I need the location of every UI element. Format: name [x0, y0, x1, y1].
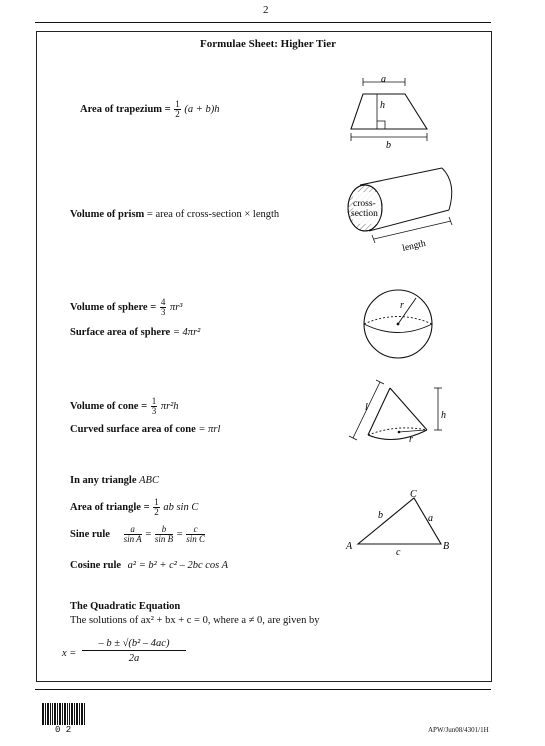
sphere-surface-formula — [70, 327, 200, 338]
page-number: 2 — [263, 4, 269, 16]
sine-b-fraction: $\frac{b}{\text{sin B}}$ — [154, 524, 174, 544]
triangle-diagram — [343, 488, 458, 558]
triangle-B-label: B — [443, 541, 450, 552]
sine-rule-formula: Sine rule $\frac{a}{\text{sin A}}$ = $\frac{b}{\text{sin B}}$ = $\frac{c}{\text{sin C}}$ — [70, 524, 206, 544]
cone-l-label: l — [365, 402, 368, 413]
cross-label-2: section — [351, 209, 378, 219]
quadratic-denominator: 2a — [128, 653, 140, 664]
triangle-area-label: Area of triangle = — [70, 501, 150, 513]
triangle-area-expression: ab sin C — [163, 501, 199, 513]
cone-diagram — [345, 378, 455, 448]
cone-volume-formula — [70, 397, 179, 416]
triangle-c-side: c — [396, 547, 401, 558]
triangle-area-formula — [70, 498, 198, 517]
prism-diagram — [345, 165, 460, 255]
sphere-diagram — [360, 285, 440, 365]
area-half-fraction: $\frac{1}{2}$ — [154, 497, 159, 517]
trapezium-h-label: h — [380, 100, 385, 111]
paper-code: APW/Jun08/4301/1H — [428, 726, 489, 734]
triangle-intro — [70, 475, 159, 486]
sphere-volume-formula — [70, 298, 182, 317]
trapezium-formula — [80, 100, 219, 119]
top-rule — [35, 22, 491, 23]
four-thirds-fraction: $\frac{4}{3}$ — [160, 297, 166, 317]
barcode-digits: 0 2 — [55, 725, 72, 735]
prism-length-label: length — [401, 238, 427, 254]
quadratic-line: The solutions of ax² + bx + c = 0, where a ≠ 0, are given by — [70, 615, 320, 626]
sphere-volume-label: Volume of sphere = — [70, 301, 157, 313]
sine-c-fraction: $\frac{c}{\text{sin C}}$ — [186, 524, 206, 544]
quadratic-numerator: – b ± √(b² – 4ac) — [82, 638, 186, 651]
sphere-surface-expression: = 4πr² — [172, 327, 201, 338]
quadratic-heading: The Quadratic Equation — [70, 601, 181, 612]
triangle-b-side: b — [378, 510, 383, 521]
cone-r-label: r — [409, 434, 413, 445]
cross-label-1: cross- — [353, 199, 376, 209]
trapezium-label: Area of trapezium = — [80, 103, 171, 115]
cosine-rule-label: Cosine rule — [70, 560, 122, 571]
sphere-r-label: r — [400, 300, 404, 311]
half-fraction: $\frac{1}{2}$ — [175, 99, 180, 119]
cone-curved-formula — [70, 424, 220, 435]
trapezium-expression: (a + b)h — [184, 103, 220, 115]
bottom-rule — [35, 689, 491, 690]
cone-curved-label: Curved surface area of cone — [70, 424, 196, 435]
cosine-rule-expression: a² = b² + c² – 2bc cos A — [127, 560, 229, 571]
trapezium-b-label: b — [386, 140, 391, 150]
prism-expression: = area of cross-section × length — [146, 209, 280, 220]
cosine-rule-formula — [70, 560, 228, 571]
prism-formula — [70, 209, 279, 220]
sphere-volume-expression: πr³ — [169, 301, 183, 313]
triangle-intro-text: In any triangle — [70, 475, 137, 486]
triangle-abc: ABC — [139, 475, 159, 486]
trapezium-a-label: a — [381, 74, 386, 85]
triangle-a-side: a — [428, 513, 433, 524]
barcode — [42, 703, 86, 725]
cone-h-label: h — [441, 410, 446, 421]
prism-label: Volume of prism — [70, 209, 145, 220]
cone-volume-label: Volume of cone = — [70, 400, 148, 412]
sine-a-fraction: $\frac{a}{\text{sin A}}$ — [123, 524, 142, 544]
trapezium-diagram — [340, 74, 440, 150]
quadratic-x-eq: x = — [62, 648, 77, 659]
triangle-C-label: C — [410, 489, 417, 500]
sheet-title: Formulae Sheet: Higher Tier — [200, 38, 336, 50]
sine-rule-label: Sine rule — [70, 528, 110, 540]
sphere-surface-label: Surface area of sphere — [70, 327, 171, 338]
one-third-fraction: $\frac{1}{3}$ — [151, 396, 157, 416]
cone-volume-expression: πr²h — [160, 400, 179, 412]
quadratic-formula-fraction — [82, 638, 186, 664]
triangle-A-label: A — [346, 541, 353, 552]
cone-curved-expression: = πrl — [198, 424, 221, 435]
